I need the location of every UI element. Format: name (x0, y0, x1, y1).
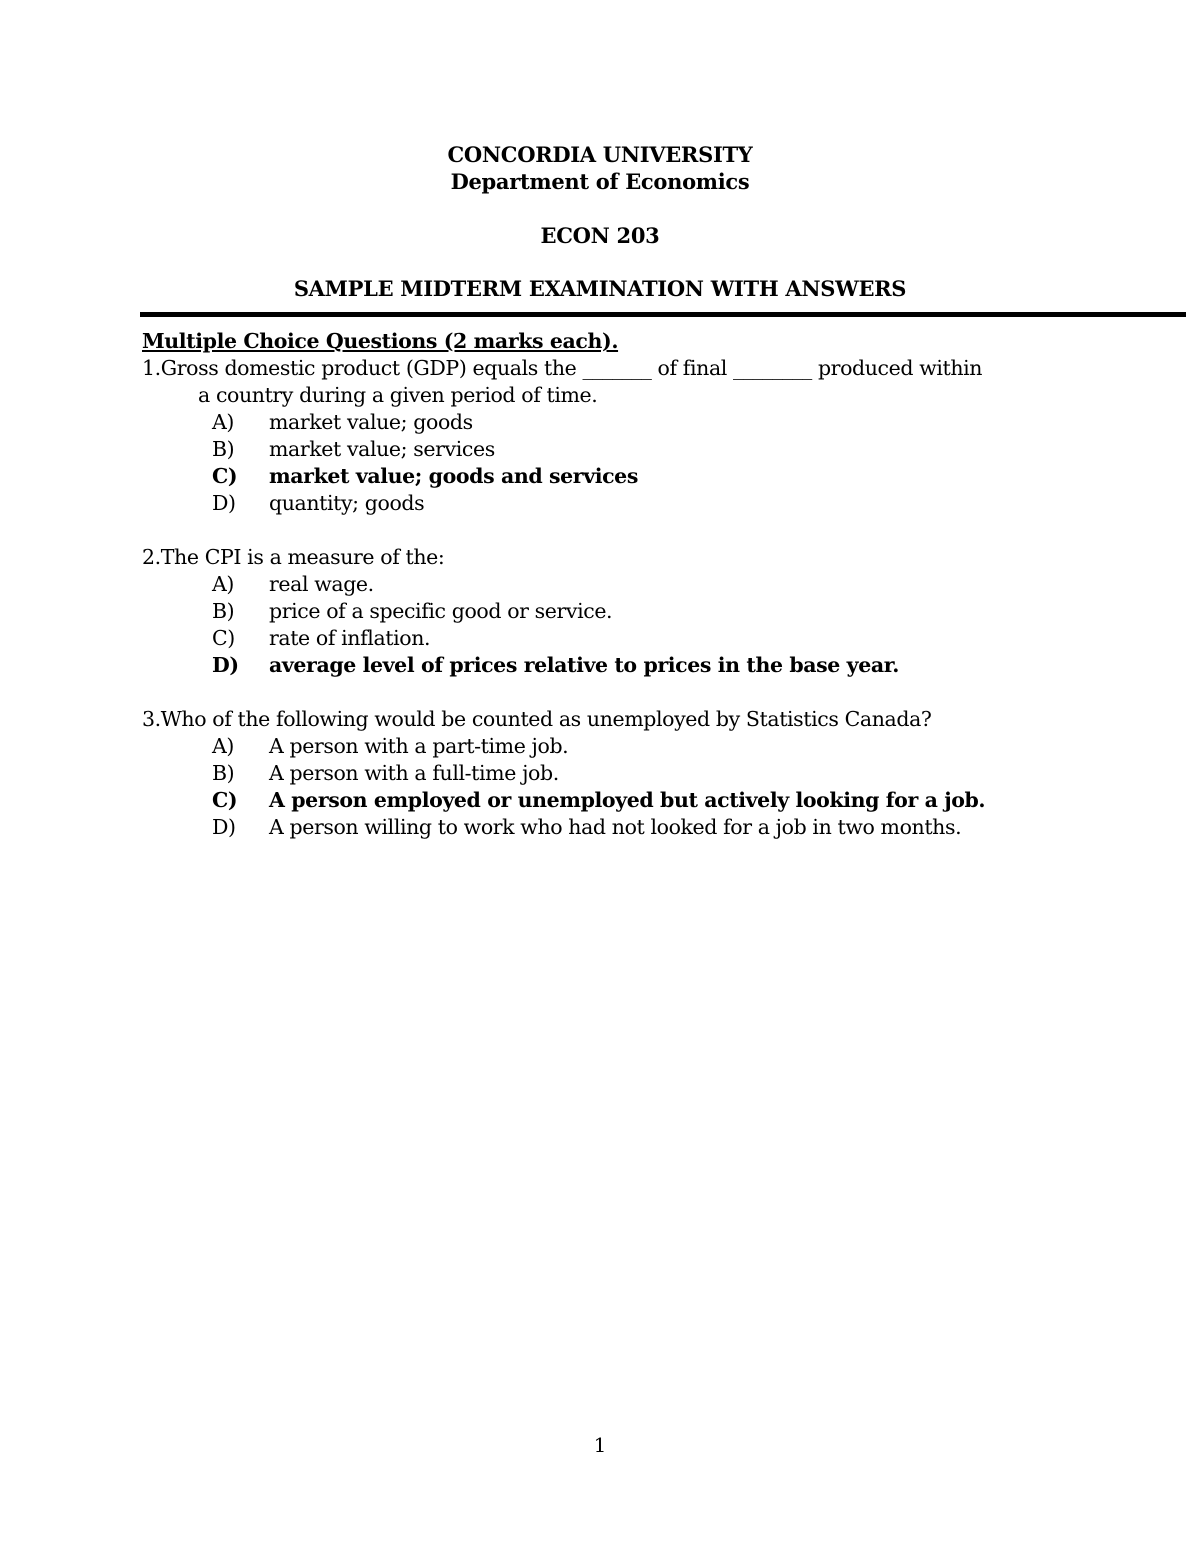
option-letter: B) (212, 437, 235, 461)
option-d-correct-answer (142, 652, 1182, 679)
option-d (142, 490, 1182, 517)
option-letter: C) (212, 464, 238, 488)
page-number: 1 (593, 1433, 607, 1457)
question-stem (142, 355, 1182, 382)
question-text: Who of the following would be counted as unemployed by Statistics Canada? (160, 707, 932, 731)
option-c-correct-answer (142, 787, 1182, 814)
question-stem (142, 706, 1182, 733)
option-text: A person with a full-time job. (269, 761, 559, 785)
option-a (142, 733, 1182, 760)
option-text: real wage. (269, 572, 374, 596)
option-text: price of a specific good or service. (269, 599, 613, 623)
course-code: ECON 203 (540, 223, 660, 248)
option-letter: A) (212, 410, 235, 434)
question-number: 1. (142, 356, 161, 380)
option-text: A person employed or unemployed but actively looking for a job. (269, 788, 986, 812)
section-title: Multiple Choice Questions (2 marks each). (142, 329, 619, 353)
option-letter: D) (212, 653, 239, 677)
option-text: A person willing to work who had not looked for a job in two months. (269, 815, 962, 839)
question-stem (142, 544, 1182, 571)
option-letter: D) (212, 491, 236, 515)
option-d (142, 814, 1182, 841)
question-text: The CPI is a measure of the: (160, 545, 445, 569)
option-text: market value; services (269, 437, 495, 461)
option-text: A person with a part-time job. (269, 734, 569, 758)
question-number: 2. (142, 545, 161, 569)
header-divider (140, 312, 1186, 317)
option-c (142, 625, 1182, 652)
option-letter: A) (212, 572, 235, 596)
question-3 (142, 706, 1182, 841)
option-text: average level of prices relative to prices in the base year. (269, 653, 899, 677)
university-name: CONCORDIA UNIVERSITY (447, 142, 753, 167)
question-text-continued: a country during a given period of time. (198, 383, 598, 407)
option-text: market value; goods (269, 410, 473, 434)
question-1 (142, 355, 1182, 517)
option-text: rate of inflation. (269, 626, 431, 650)
option-b (142, 436, 1182, 463)
option-letter: D) (212, 815, 236, 839)
option-letter: B) (212, 599, 235, 623)
option-text: market value; goods and services (269, 464, 638, 488)
option-letter: B) (212, 761, 235, 785)
option-b (142, 598, 1182, 625)
option-letter: C) (212, 626, 235, 650)
question-number: 3. (142, 707, 161, 731)
option-c-correct-answer (142, 463, 1182, 490)
option-text: quantity; goods (269, 491, 425, 515)
questions-section (142, 328, 1182, 868)
option-letter: A) (212, 734, 235, 758)
department-name: Department of Economics (450, 169, 750, 194)
option-a (142, 409, 1182, 436)
option-letter: C) (212, 788, 238, 812)
exam-title: SAMPLE MIDTERM EXAMINATION WITH ANSWERS (293, 276, 907, 301)
question-2 (142, 544, 1182, 679)
question-text: Gross domestic product (GDP) equals the _______ of final ________ produced within (160, 356, 983, 380)
option-a (142, 571, 1182, 598)
option-b (142, 760, 1182, 787)
